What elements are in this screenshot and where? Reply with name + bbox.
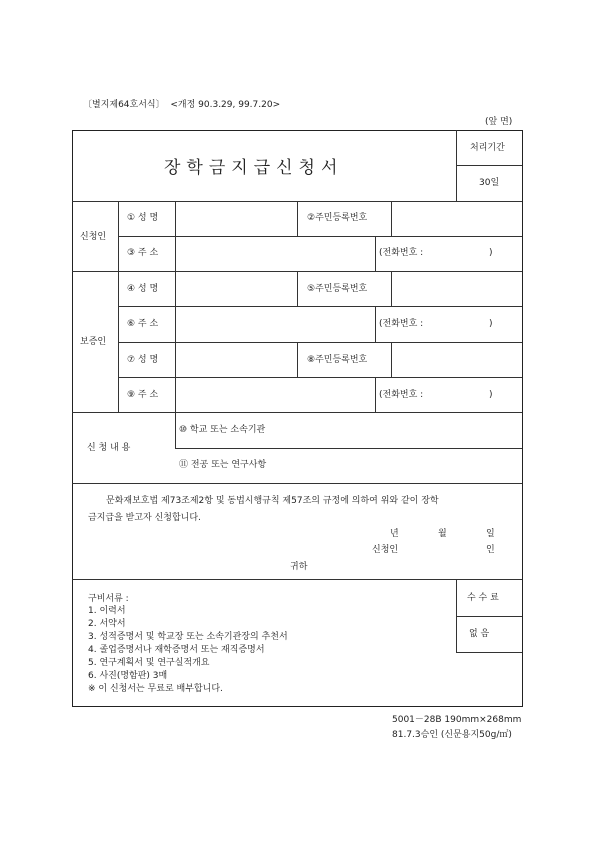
guarantor2-address-label: ⑨ 주 소 xyxy=(127,390,159,400)
applicant-address-field[interactable] xyxy=(177,238,373,269)
major-label: ⑪ 전공 또는 연구사항 xyxy=(179,460,267,470)
school-field[interactable] xyxy=(300,414,519,446)
guarantor2-phone-close: ) xyxy=(489,390,493,400)
guarantor2-name-label: ⑦ 성 명 xyxy=(127,355,159,365)
recipient-label: 귀하 xyxy=(290,562,308,572)
guarantor2-rrn-label: ⑧주민등록번호 xyxy=(307,355,368,365)
fee-label: 수 수 료 xyxy=(467,593,499,603)
statement-line-1: 문화재보호법 제73조제2항 및 동법시행규칙 제57조의 규정에 의하여 위와 같이 장학 xyxy=(106,496,439,506)
page-side-label: (앞 면) xyxy=(485,117,513,127)
applicant-phone-label: (전화번호 : xyxy=(379,248,424,258)
applicant-phone-field[interactable] xyxy=(432,238,488,269)
guarantor1-phone-close: ) xyxy=(489,319,493,329)
date-year-label: 년 xyxy=(390,529,399,539)
processing-period-value: 30일 xyxy=(479,178,500,188)
free-distribution-note: ※ 이 신청서는 무료로 배부합니다. xyxy=(88,684,223,694)
guarantor1-name-field[interactable] xyxy=(177,273,295,304)
form-code: 5001－28B 190mm×268mm xyxy=(392,715,522,725)
document-item: 2. 서약서 xyxy=(88,619,126,629)
guarantor2-address-field[interactable] xyxy=(177,379,373,410)
guarantor1-phone-field[interactable] xyxy=(432,308,488,340)
school-label: ⑩ 학교 또는 소속기관 xyxy=(179,425,266,435)
fee-value: 없 음 xyxy=(469,629,490,639)
document-item: 4. 졸업증명서나 재학증명서 또는 재직증명서 xyxy=(88,645,265,655)
guarantor1-rrn-label: ⑤주민등록번호 xyxy=(307,284,368,294)
revision-note: <개정 90.3.29, 99.7.20> xyxy=(170,100,281,110)
guarantor1-address-label: ⑥ 주 소 xyxy=(127,319,159,329)
date-day-label: 일 xyxy=(486,529,495,539)
guarantor1-rrn-field[interactable] xyxy=(393,273,519,304)
date-month-label: 월 xyxy=(438,529,447,539)
documents-heading: 구비서류 : xyxy=(88,594,129,604)
guarantor-group-label: 보증인 xyxy=(80,337,107,347)
document-item: 1. 이력서 xyxy=(88,606,126,616)
applicant-rrn-field[interactable] xyxy=(393,203,519,234)
signer-name-field[interactable] xyxy=(405,542,480,556)
guarantor2-rrn-field[interactable] xyxy=(393,344,519,375)
document-item: 3. 성적증명서 및 학교장 또는 소속기관장의 추천서 xyxy=(88,632,288,642)
document-item: 5. 연구계획서 및 연구실적개요 xyxy=(88,658,210,668)
applicant-group-label: 신청인 xyxy=(80,232,107,242)
form-title: 장학금지급신청서 xyxy=(164,158,344,178)
signer-label: 신청인 xyxy=(372,545,399,555)
application-group-label: 신 청 내 용 xyxy=(87,443,131,453)
guarantor2-phone-field[interactable] xyxy=(432,379,488,410)
applicant-name-field[interactable] xyxy=(177,203,295,234)
guarantor2-phone-label: (전화번호 : xyxy=(379,390,424,400)
major-field[interactable] xyxy=(300,450,519,481)
form-number: 〔별지제64호서식〕 <개정 90.3.29, 99.7.20> xyxy=(83,100,281,110)
guarantor2-name-field[interactable] xyxy=(177,344,295,375)
applicant-name-label: ① 성 명 xyxy=(127,213,159,223)
guarantor1-address-field[interactable] xyxy=(177,308,373,340)
applicant-rrn-label: ②주민등록번호 xyxy=(307,213,368,223)
applicant-phone-close: ) xyxy=(489,248,493,258)
applicant-address-label: ③ 주 소 xyxy=(127,248,159,258)
guarantor1-phone-label: (전화번호 : xyxy=(379,319,424,329)
guarantor1-name-label: ④ 성 명 xyxy=(127,284,159,294)
statement-line-2: 금지급을 받고자 신청합니다. xyxy=(88,513,201,523)
document-item: 6. 사진(명함판) 3매 xyxy=(88,671,168,681)
processing-period-label: 처리기간 xyxy=(470,143,505,153)
seal-label: 인 xyxy=(486,545,495,555)
approval-note: 81.7.3승인 (신문용지50g/㎡) xyxy=(392,730,512,740)
